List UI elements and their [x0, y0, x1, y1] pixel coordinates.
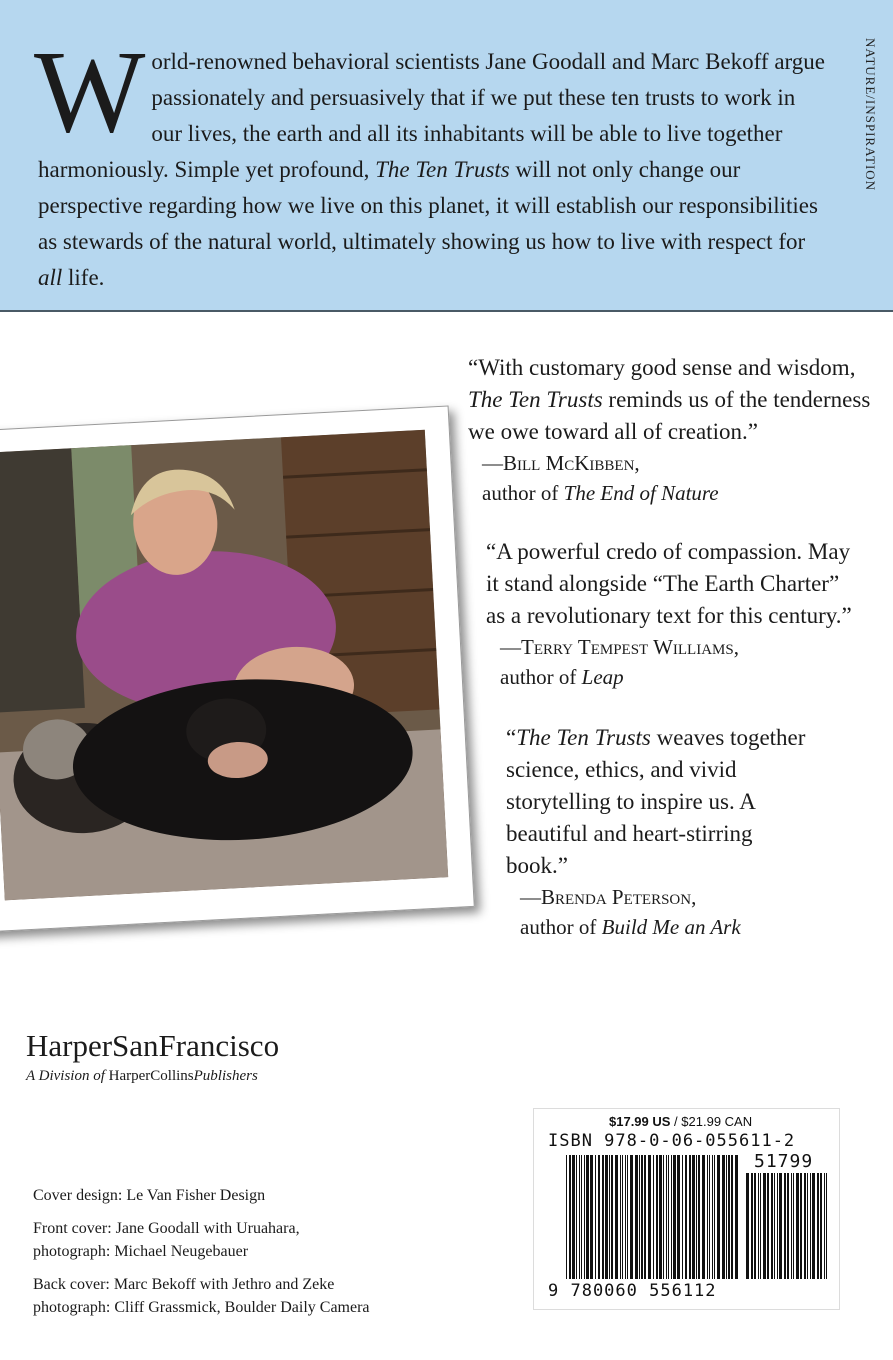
barcode-bar	[620, 1155, 621, 1279]
barcode-bar	[804, 1173, 806, 1279]
barcode-bar	[751, 1173, 753, 1279]
barcode-bar	[726, 1155, 727, 1279]
barcode-bar	[581, 1155, 582, 1279]
barcode-bar	[807, 1173, 808, 1279]
blurb-text-3: life.	[62, 265, 105, 290]
blurb-text-2: will not only change our perspective regarding how we live on this planet, it will establish our responsibilities as stewards of the natural world, ultimately showing us how to live with respect for	[38, 157, 818, 254]
cover-design-credit: Cover design: Le Van Fisher Design	[33, 1187, 266, 1204]
endorsement-attribution	[520, 882, 806, 912]
barcode-bar	[709, 1155, 710, 1279]
front-cover-line-1: Front cover: Jane Goodall with Uruahara,	[33, 1220, 300, 1237]
author-photo-frame	[0, 405, 475, 932]
publisher-division	[26, 1068, 258, 1085]
barcode-bar	[707, 1155, 708, 1279]
author-photo	[0, 430, 448, 901]
drop-cap: W	[34, 26, 146, 157]
barcode-bar	[659, 1155, 662, 1279]
division-prefix: A Division of	[26, 1068, 109, 1084]
barcode-bar	[826, 1173, 827, 1279]
endorser-name: —Brenda Peterson,	[520, 885, 697, 909]
blurb-text-1: orld-renowned behavioral scientists Jane Goodall and Marc Bekoff argue passionately and persuasively that if we put these ten trusts to work in our lives, the earth and all its inhabitants will be able to live together harmoniously. Simple yet profound,	[38, 49, 825, 182]
endorser-name: —Terry Tempest Williams,	[500, 635, 739, 659]
barcode-bar	[812, 1173, 815, 1279]
barcode-bar	[579, 1155, 580, 1279]
barcode-bar	[712, 1155, 713, 1279]
endorser-credit	[482, 478, 878, 508]
division-name: HarperCollins	[108, 1068, 194, 1084]
price-addon-number: 51799	[754, 1151, 814, 1172]
quote-text: reminds us of the tenderness we owe toward all of creation.”	[468, 387, 871, 444]
endorser-book: Build Me an Ark	[601, 915, 741, 939]
price-separator: /	[670, 1114, 682, 1129]
barcode-bar	[791, 1173, 792, 1279]
endorsement-attribution	[482, 448, 878, 478]
barcode-bar	[598, 1155, 600, 1279]
barcode-bar	[702, 1155, 705, 1279]
barcode-bar	[820, 1173, 822, 1279]
barcode-bar	[689, 1155, 691, 1279]
credits	[33, 1184, 503, 1329]
price-label	[609, 1114, 752, 1129]
blurb-book-title: The Ten Trusts	[375, 157, 510, 182]
barcode-bar	[584, 1155, 585, 1279]
barcode-bar	[648, 1155, 651, 1279]
quote-text: “With customary good sense and wisdom,	[468, 355, 856, 380]
barcode-bar	[682, 1155, 683, 1279]
barcode-bar	[714, 1155, 715, 1279]
barcode-bar	[644, 1155, 646, 1279]
barcode-bar	[731, 1155, 733, 1279]
barcode-bar	[796, 1173, 799, 1279]
barcode-bar	[784, 1173, 786, 1279]
barcode-bar	[625, 1155, 626, 1279]
barcode-bar	[641, 1155, 643, 1279]
barcode-bar	[692, 1155, 695, 1279]
barcode-bar	[746, 1173, 749, 1279]
back-cover-line-2: photograph: Cliff Grassmick, Boulder Daily Camera	[33, 1299, 370, 1316]
quote-text: “A powerful credo of compassion. May it stand alongside “The Earth Charter” as a revolutionary text for this century.”	[486, 539, 852, 628]
ean-barcode	[564, 1155, 740, 1279]
addon-barcode	[744, 1173, 830, 1279]
barcode-panel	[533, 1108, 840, 1310]
endorsement-attribution	[500, 632, 856, 662]
barcode-bar	[696, 1155, 697, 1279]
front-cover-line-2: photograph: Michael Neugebauer	[33, 1243, 249, 1260]
barcode-bar	[569, 1155, 571, 1279]
credit-prefix: author of	[500, 665, 582, 689]
barcode-bar	[793, 1173, 794, 1279]
back-cover-blurb	[34, 26, 828, 296]
endorsement-quote	[506, 722, 806, 882]
barcode-bar	[622, 1155, 623, 1279]
barcode-bar	[728, 1155, 730, 1279]
back-cover-credit	[33, 1273, 503, 1319]
endorsement-2	[486, 536, 856, 692]
barcode-bar	[777, 1173, 778, 1279]
barcode-bar	[663, 1155, 664, 1279]
publisher-name: HarperSanFrancisco	[26, 1028, 280, 1063]
ean-number: 9 780060 556112	[548, 1281, 717, 1301]
credit-prefix: author of	[482, 481, 564, 505]
barcode-bar	[717, 1155, 720, 1279]
quote-text: “	[506, 725, 517, 750]
quote-book-title: The Ten Trusts	[516, 725, 651, 750]
barcode-bar	[605, 1155, 608, 1279]
barcode-bar	[668, 1155, 669, 1279]
endorser-book: The End of Nature	[563, 481, 719, 505]
endorsement-quote	[468, 352, 878, 448]
quote-text: weaves together science, ethics, and vivid storytelling to inspire us. A beautiful and heart-stirring book.”	[506, 725, 806, 878]
barcode-bar	[754, 1173, 756, 1279]
barcode-bar	[611, 1155, 613, 1279]
barcode-bar	[760, 1173, 761, 1279]
barcode-bar	[673, 1155, 676, 1279]
endorser-credit	[520, 912, 806, 942]
endorsement-quote	[486, 536, 856, 632]
barcode-bar	[763, 1173, 766, 1279]
barcode-bar	[671, 1155, 672, 1279]
blurb-emphasis: all	[38, 265, 63, 290]
endorsement-1	[468, 352, 878, 508]
barcode-bar	[595, 1155, 596, 1279]
barcode-bar	[653, 1155, 654, 1279]
barcode-bar	[758, 1173, 759, 1279]
endorsements	[468, 352, 878, 942]
barcode-bar	[800, 1173, 802, 1279]
endorser-name: —Bill McKibben,	[482, 451, 640, 475]
barcode-bar	[774, 1173, 775, 1279]
barcode-bar	[635, 1155, 638, 1279]
credit-prefix: author of	[520, 915, 602, 939]
endorser-credit	[500, 662, 856, 692]
barcode-bar	[576, 1155, 577, 1279]
front-cover-credit	[33, 1217, 503, 1263]
barcode-bar	[609, 1155, 610, 1279]
barcode-bar	[656, 1155, 658, 1279]
endorsement-3	[506, 722, 806, 942]
price-us: $17.99 US	[609, 1114, 671, 1129]
barcode-bar	[677, 1155, 680, 1279]
barcode-bar	[630, 1155, 633, 1279]
barcode-bar	[779, 1173, 782, 1279]
barcode-bar	[735, 1155, 738, 1279]
barcode-bar	[722, 1155, 725, 1279]
barcode-bar	[771, 1173, 773, 1279]
barcode-bar	[666, 1155, 667, 1279]
barcode-bar	[615, 1155, 618, 1279]
barcode-bar	[767, 1173, 769, 1279]
quote-book-title: The Ten Trusts	[468, 387, 603, 412]
barcode-bar	[566, 1155, 567, 1279]
barcode-bar	[602, 1155, 604, 1279]
back-cover-line-1: Back cover: Marc Bekoff with Jethro and Zeke	[33, 1276, 335, 1293]
barcode-bar	[698, 1155, 700, 1279]
barcode-bar	[586, 1155, 589, 1279]
endorser-book: Leap	[581, 665, 624, 689]
blurb-band	[0, 0, 893, 312]
category-label: NATURE/INSPIRATION	[863, 38, 878, 192]
barcode-bar	[627, 1155, 628, 1279]
division-suffix: Publishers	[193, 1068, 258, 1084]
isbn-number: ISBN 978-0-06-055611-2	[548, 1131, 796, 1151]
barcode-bar	[824, 1173, 825, 1279]
barcode-bar	[787, 1173, 789, 1279]
barcode-bar	[590, 1155, 593, 1279]
price-can: $21.99 CAN	[681, 1114, 753, 1129]
author-photo-illustration	[0, 430, 448, 901]
barcode-bar	[639, 1155, 640, 1279]
barcode-bar	[810, 1173, 811, 1279]
barcode-bar	[817, 1173, 819, 1279]
barcode-bar	[685, 1155, 687, 1279]
barcode-bar	[572, 1155, 575, 1279]
